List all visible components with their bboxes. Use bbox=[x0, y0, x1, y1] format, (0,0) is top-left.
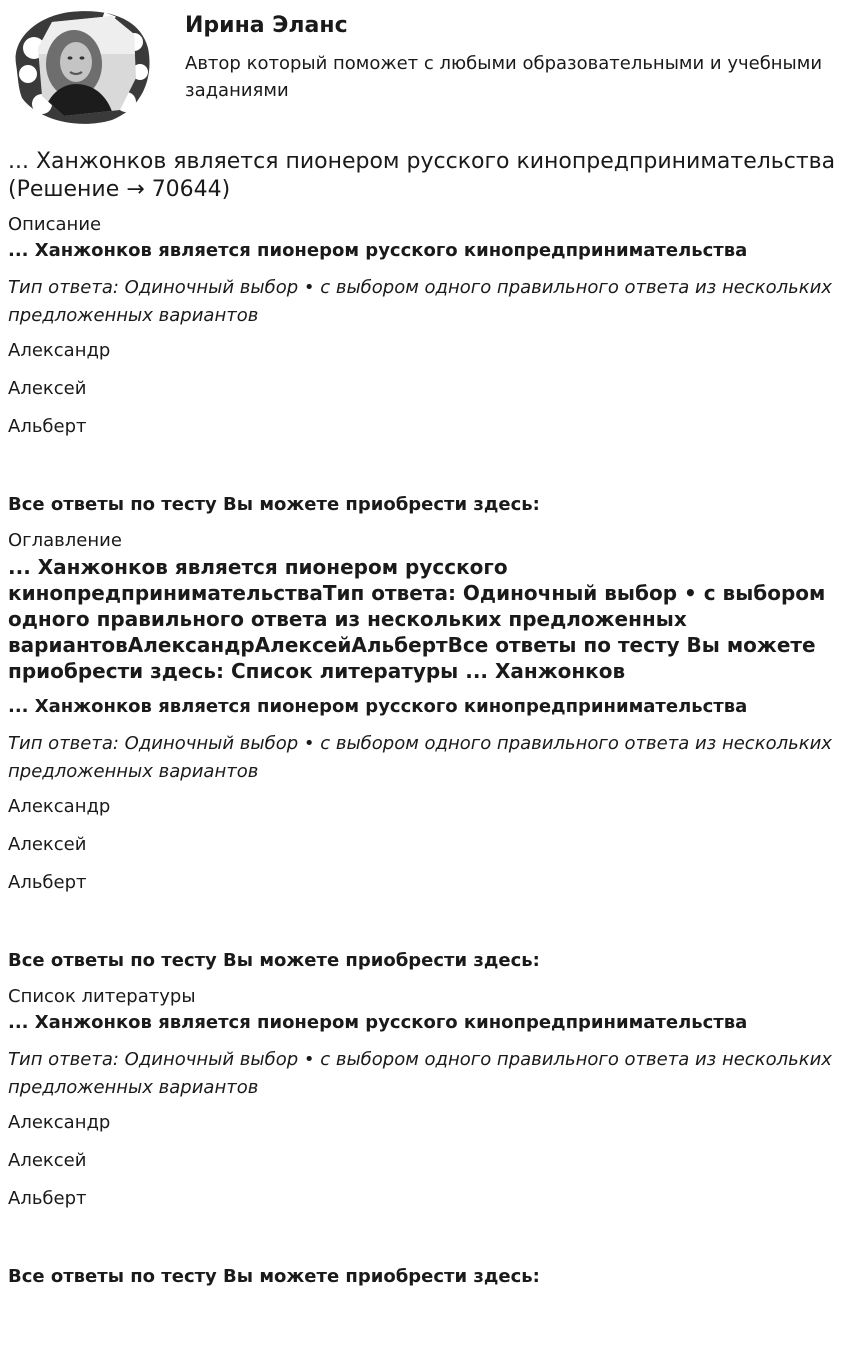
literature-section bbox=[8, 984, 839, 1290]
answer-type: Тип ответа: Одиночный выбор • с выбором одного правильного ответа из нескольких предложенных вариантов bbox=[8, 277, 832, 326]
toc-heading: ... Ханжонков является пионером русского кинопредпринимательстваТип ответа: Одиночный выбор • с выбором одного правильного ответа из нескольких предложенных вариантовАлександрАлексейАльбертВсе ответы по тесту Вы можете приобрести здесь: Список литературы ... Ханжонков bbox=[8, 555, 826, 683]
buy-answers-text: Все ответы по тесту Вы можете приобрести здесь: bbox=[8, 950, 540, 971]
answer-option: Александр bbox=[8, 796, 111, 817]
question-title: ... Ханжонков является пионером русского кинопредпринимательства bbox=[8, 696, 748, 717]
main-content bbox=[8, 148, 839, 1300]
question-title: ... Ханжонков является пионером русского кинопредпринимательства bbox=[8, 1012, 748, 1033]
answer-type: Тип ответа: Одиночный выбор • с выбором одного правильного ответа из нескольких предложенных вариантов bbox=[8, 733, 832, 782]
answer-type: Тип ответа: Одиночный выбор • с выбором одного правильного ответа из нескольких предложенных вариантов bbox=[8, 1049, 832, 1098]
toc-section bbox=[8, 528, 839, 974]
answer-option: Альберт bbox=[8, 416, 87, 437]
section-label-toc: Оглавление bbox=[8, 530, 122, 551]
author-card bbox=[8, 6, 838, 128]
description-section bbox=[8, 212, 839, 518]
answer-option: Алексей bbox=[8, 834, 87, 855]
section-label-literature: Список литературы bbox=[8, 986, 196, 1007]
answer-option: Алексей bbox=[8, 1150, 87, 1171]
page-title: ... Ханжонков является пионером русского кинопредпринимательства (Решение → 70644) bbox=[8, 149, 836, 202]
answer-option: Альберт bbox=[8, 872, 87, 893]
author-name[interactable]: Ирина Эланс bbox=[185, 13, 348, 38]
answer-option: Александр bbox=[8, 340, 111, 361]
answer-option: Альберт bbox=[8, 1188, 87, 1209]
answer-option: Александр bbox=[8, 1112, 111, 1133]
section-label-description: Описание bbox=[8, 214, 102, 235]
answer-option: Алексей bbox=[8, 378, 87, 399]
buy-answers-text: Все ответы по тесту Вы можете приобрести здесь: bbox=[8, 494, 540, 515]
buy-answers-text: Все ответы по тесту Вы можете приобрести здесь: bbox=[8, 1266, 540, 1287]
author-description: Автор который поможет с любыми образовательными и учебными заданиями bbox=[185, 53, 823, 101]
question-title: ... Ханжонков является пионером русского кинопредпринимательства bbox=[8, 240, 748, 261]
author-avatar[interactable] bbox=[8, 8, 152, 126]
